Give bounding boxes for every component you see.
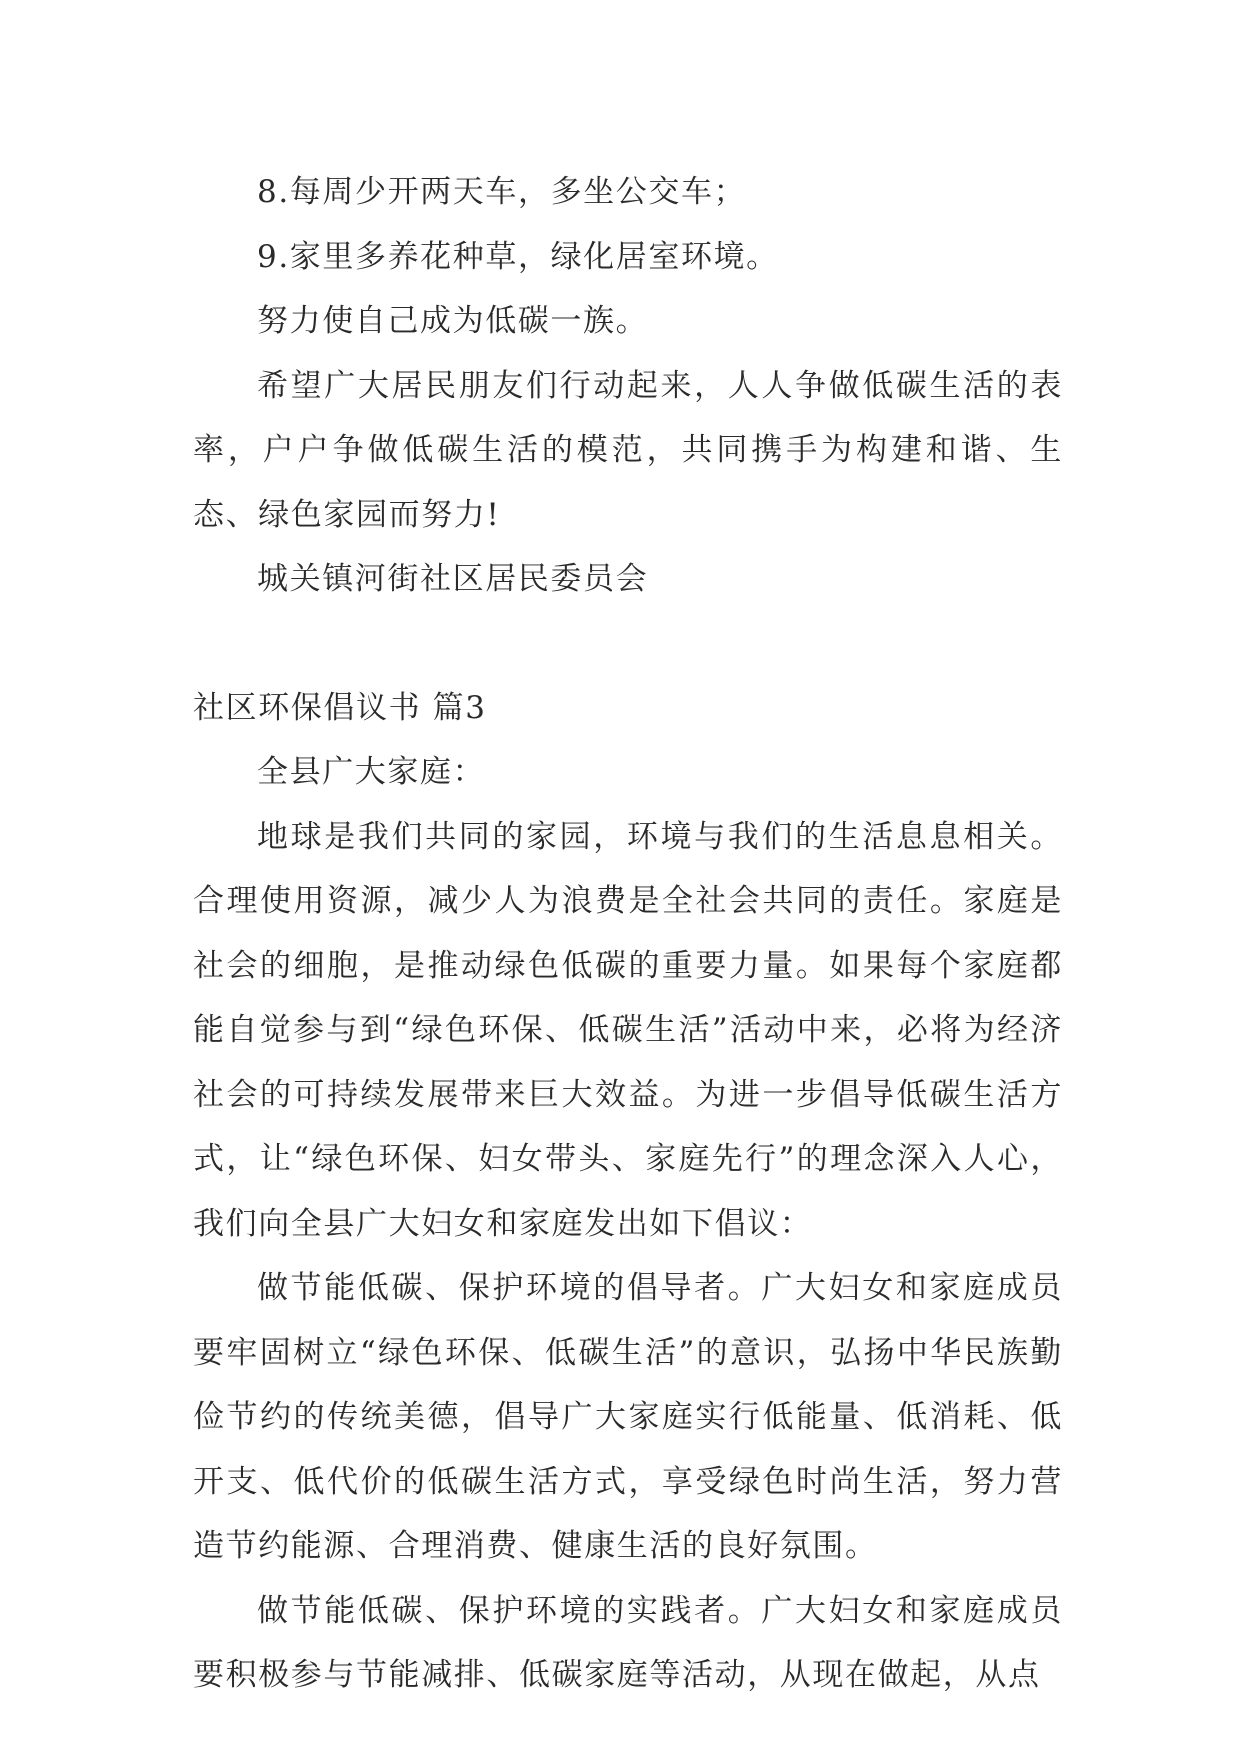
section-title: 社区环保倡议书 篇3 bbox=[193, 689, 487, 726]
paragraph-intro: 地球是我们共同的家园，环境与我们的生活息息相关。合理使用资源，减少人为浪费是全社会共同的责任。家庭是社会的细胞，是推动绿色低碳的重要力量。如果每个家庭都能自觉参与到“绿色环保、低碳生活”活动中来，必将为经济社会的可持续发展带来巨大效益。为进一步倡导低碳生活方式，让“绿色环保、妇女带头、家庭先行”的理念深入人心，我们向全县广大妇女和家庭发出如下倡议： bbox=[193, 818, 1063, 1242]
salutation: 全县广大家庭： bbox=[257, 754, 486, 790]
paragraph-practitioner: 做节能低碳、保护环境的实践者。广大妇女和家庭成员要积极参与节能减排、低碳家庭等活动，从现在做起，从点 bbox=[193, 1592, 1063, 1693]
paragraph-advocate: 做节能低碳、保护环境的倡导者。广大妇女和家庭成员要牢固树立“绿色环保、低碳生活”的意识，弘扬中华民族勤俭节约的传统美德，倡导广大家庭实行低能量、低消耗、低开支、低代价的低碳生活方式，享受绿色时尚生活，努力营造节约能源、合理消费、健康生活的良好氛围。 bbox=[193, 1270, 1063, 1564]
list-item-8: 8.每周少开两天车，多坐公交车； bbox=[257, 174, 747, 210]
section-gap bbox=[193, 612, 1063, 676]
document-body bbox=[193, 160, 1063, 1708]
signature-committee: 城关镇河街社区居民委员会 bbox=[257, 561, 649, 597]
list-item-9: 9.家里多养花种草，绿化居室环境。 bbox=[257, 238, 779, 275]
paragraph-low-carbon: 努力使自己成为低碳一族。 bbox=[257, 303, 649, 339]
paragraph-call-to-action: 希望广大居民朋友们行动起来，人人争做低碳生活的表率，户户争做低碳生活的模范，共同携手为构建和谐、生态、绿色家园而努力! bbox=[193, 367, 1063, 533]
